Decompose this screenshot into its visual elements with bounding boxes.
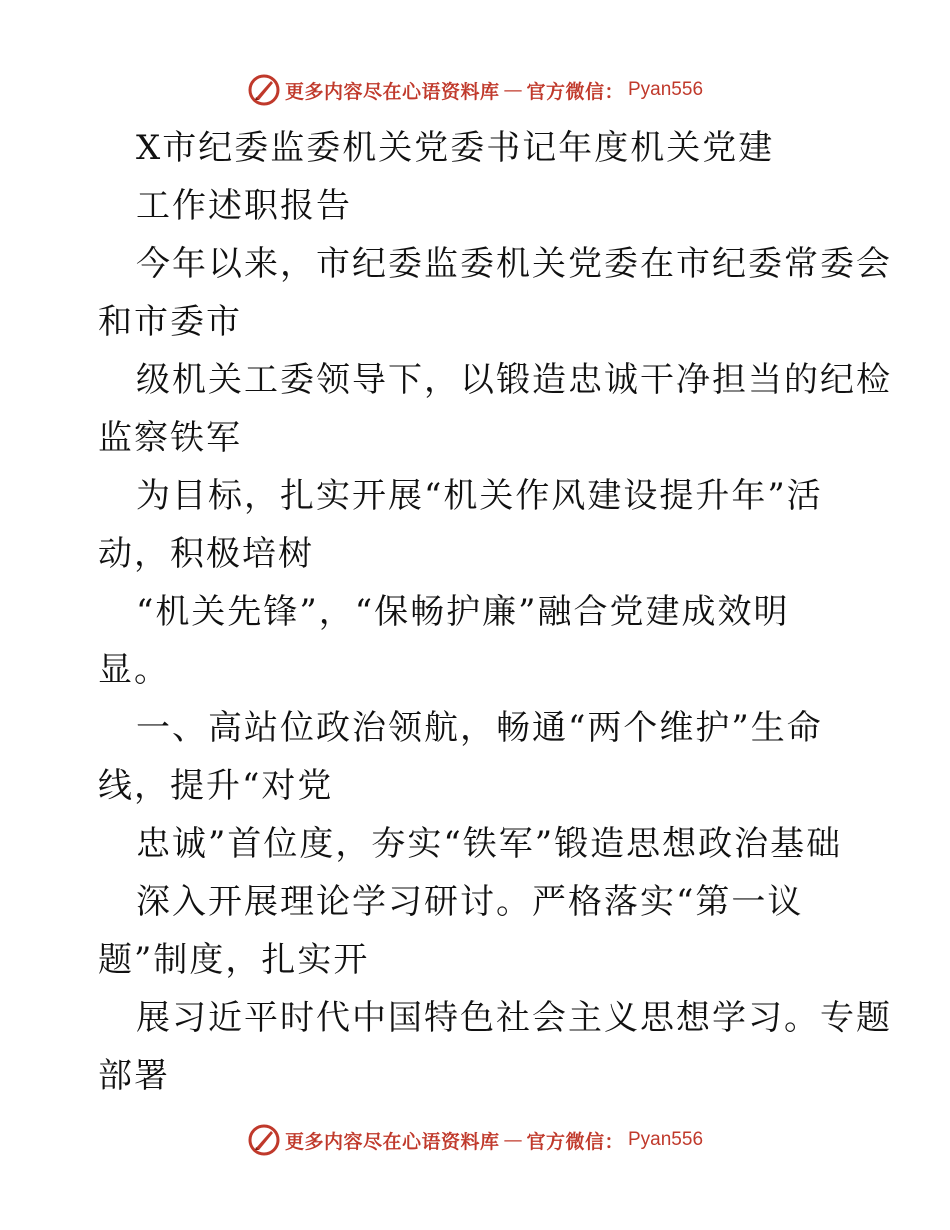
- doc-line: 动，积极培树: [98, 534, 314, 574]
- watermark-separator: —: [503, 79, 523, 101]
- doc-line: 深入开展理论学习研讨。严格落实“第一议: [136, 882, 804, 922]
- watermark-id: Pyan556: [628, 79, 704, 100]
- watermark-banner-top: [0, 70, 950, 110]
- doc-line: 今年以来，市纪委监委机关党委在市纪委常委会: [136, 244, 892, 284]
- doc-line: 和市委市: [98, 302, 242, 342]
- watermark-id: Pyan556: [628, 1129, 704, 1150]
- quill-logo-icon: [247, 73, 281, 107]
- doc-line: 显。: [98, 650, 170, 690]
- watermark-banner-bottom: [0, 1120, 950, 1160]
- watermark-text: 更多内容尽在心语资料库: [284, 1130, 500, 1153]
- doc-line: 忠诚”首位度，夯实“铁军”锻造思想政治基础: [136, 824, 843, 864]
- doc-line: 监察铁军: [98, 418, 242, 458]
- watermark-label: 官方微信：: [526, 1130, 624, 1153]
- doc-line: 级机关工委领导下，以锻造忠诚干净担当的纪检: [136, 360, 892, 400]
- doc-line: 题”制度，扎实开: [98, 940, 370, 980]
- doc-title-line-2: 工作述职报告: [136, 186, 352, 226]
- doc-title-line-1: X市纪委监委机关党委书记年度机关党建: [136, 128, 775, 168]
- watermark-label: 官方微信：: [526, 80, 624, 103]
- doc-line: 线，提升“对党: [98, 766, 334, 806]
- doc-line: “机关先锋”，“保畅护廉”融合党建成效明: [136, 592, 790, 632]
- doc-line: 部署: [98, 1056, 170, 1096]
- watermark-text: 更多内容尽在心语资料库: [284, 80, 500, 103]
- doc-section-heading: 一、高站位政治领航，畅通“两个维护”生命: [136, 708, 823, 748]
- quill-logo-icon: [247, 1123, 281, 1157]
- doc-line: 为目标，扎实开展“机关作风建设提升年”活: [136, 476, 823, 516]
- doc-line: 展习近平时代中国特色社会主义思想学习。专题: [136, 998, 892, 1038]
- watermark-separator: —: [503, 1129, 523, 1151]
